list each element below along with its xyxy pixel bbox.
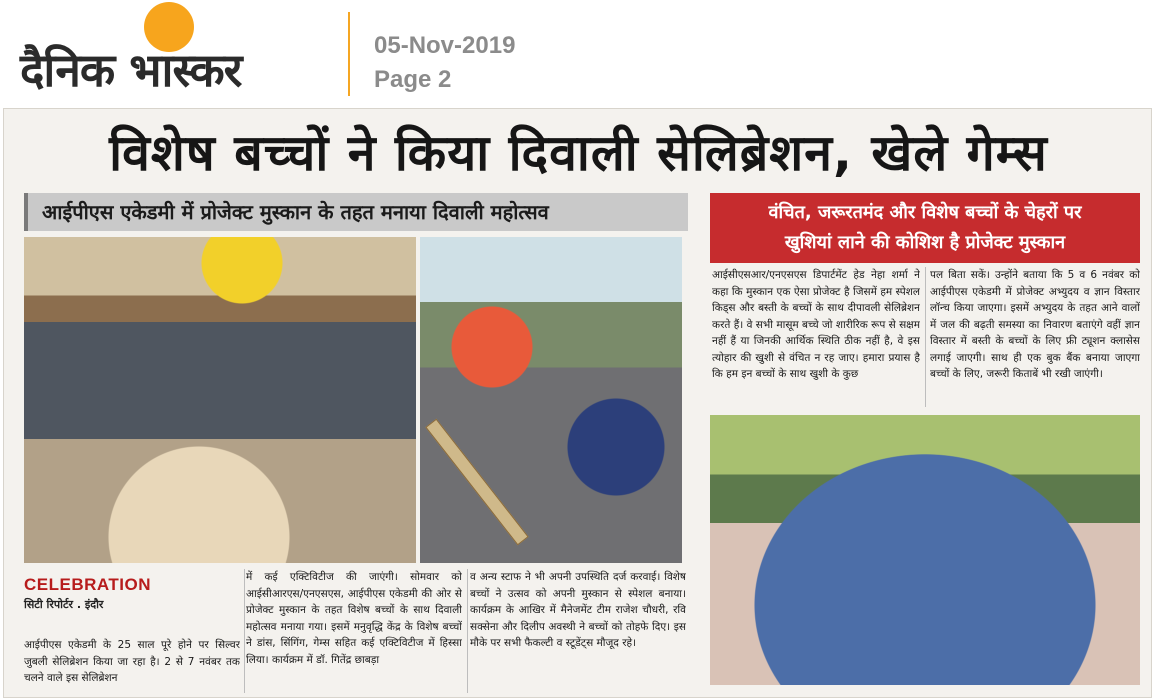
- masthead-divider: [348, 12, 350, 96]
- section-tag: CELEBRATION: [24, 575, 152, 594]
- article-subheading-left: आईपीएस एकेडमी में प्रोजेक्ट मुस्कान के तहत मनाया दिवाली महोत्सव: [24, 193, 688, 231]
- newspaper-logo: दैनिक भास्कर: [20, 43, 242, 97]
- page-number: Page 2: [374, 66, 452, 93]
- reporter-byline: सिटी रिपोर्टर . इंदौर: [24, 598, 104, 611]
- newspaper-clipping: [3, 108, 1152, 698]
- column-rule: [467, 569, 468, 693]
- article-subheading-right: [710, 193, 1140, 263]
- photo-children-celebration: [24, 237, 416, 563]
- subheading-right-line2: खुशियां लाने की कोशिश है प्रोजेक्ट मुस्कान: [784, 232, 1066, 253]
- edition-date: 05-Nov-2019: [374, 32, 516, 59]
- column-rule: [925, 267, 926, 407]
- column-rule: [244, 569, 245, 693]
- masthead: [0, 0, 1155, 108]
- article-body-col2: में कई एक्टिविटीज की जाएंगी। सोमवार को आईसीआरएस/एनएसएस, आईपीएस एकेडमी की ओर से प्रोजेक्ट मुस्कान के तहत विशेष बच्चों के साथ दिवाली महोत्सव मनाया गया। इसमें मनुवृद्धि केंद्र के विशेष बच्चों ने डांस, सिंगिंग, गेम्स सहित कई एक्टिविटीज में हिस्सा लिया। कार्यक्रम में डॉ. गितेंद्र छाबड़ा: [246, 571, 462, 666]
- article-headline: विशेष बच्चों ने किया दिवाली सेलिब्रेशन, खेले गेम्स: [109, 124, 1048, 182]
- cricket-bat-shape: [425, 419, 528, 546]
- article-body-col1: आईपीएस एकेडमी के 25 साल पूरे होने पर सिल्वर जुबली सेलिब्रेशन किया जा रहा है। 2 से 7 नवंबर तक चलने वाले इस सेलिब्रेशन: [24, 639, 240, 684]
- photo-group: [710, 415, 1140, 685]
- article-body-col3: व अन्य स्टाफ ने भी अपनी उपस्थिति दर्ज करवाई। विशेष बच्चों ने उत्सव को अपनी मुस्कान से स्पेशल बनाया। कार्यक्रम के आखिर में मैनेजमेंट टीम राजेश चौधरी, रवि सक्सेना और दिलीप अवस्थी ने बच्चों को तोहफे दिए। इस मौके पर सभी फैकल्टी व स्टूडेंट्स मौजूद रहे।: [470, 571, 686, 649]
- photo-cricket-game: [420, 237, 682, 563]
- article-body-right-col1: आईसीएसआर/एनएसएस डिपार्टमेंट हेड नेहा शर्मा ने कहा कि मुस्कान एक ऐसा प्रोजेक्ट है जिसमें हम स्पेशल किड्स और बस्ती के बच्चों के साथ दीपावली सेलिब्रेशन करते हैं। वे सभी मासूम बच्चे जो शारीरिक रूप से सक्षम नहीं हैं या जिनकी आर्थिक स्थिति ठीक नहीं है, वे इस त्योहार की खुशी से वंचित न रह जाए। हमारा प्रयास है कि हम इन बच्चों के साथ खुशी के कुछ: [712, 269, 920, 380]
- subheading-right-line1: वंचित, जरूरतमंद और विशेष बच्चों के चेहरों पर: [768, 202, 1082, 223]
- article-body-right-col2: पल बिता सकें। उन्होंने बताया कि 5 व 6 नवंबर को आईपीएस एकेडमी में प्रोजेक्ट अभ्युदय व ज्ञान विस्तार लॉन्च किया जाएगा। इसमें अभ्युदय के तहत आने वालों में जल की बढ़ती समस्या का निवारण बताएंगे वहीं ज्ञान विस्तार में बस्ती के बच्चों के लिए फ्री ट्यूशन क्लासेस लगाई जाएगी। साथ ही एक बुक बैंक बनाया जाएगा बच्चों के लिए, जरूरी किताबें भी रखी जाएंगी।: [930, 269, 1140, 380]
